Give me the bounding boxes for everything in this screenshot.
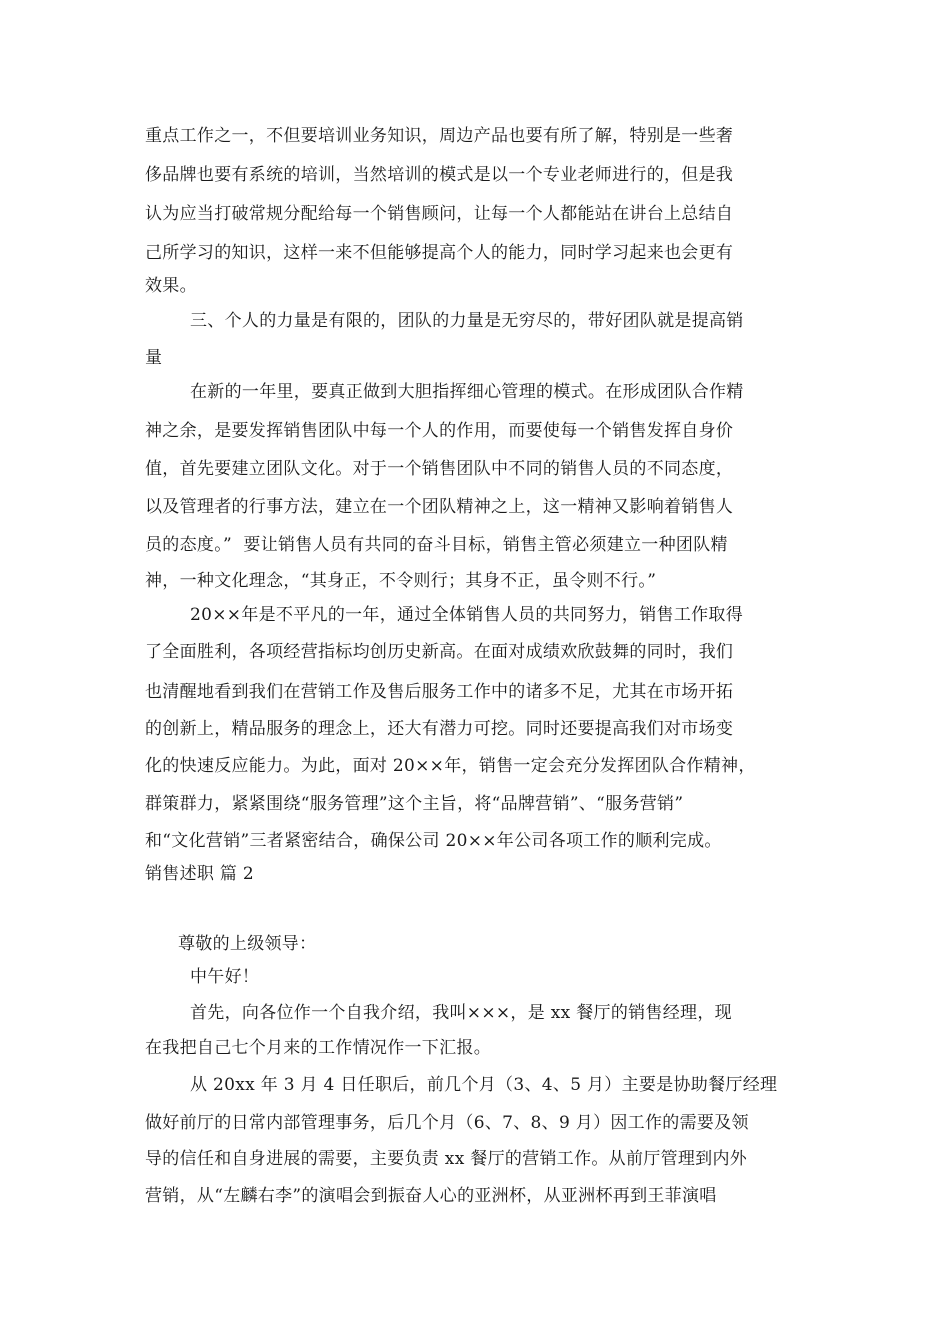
text-line: 在新的一年里，要真正做到大胆指挥细心管理的模式。在形成团队合作精: [190, 382, 744, 402]
text-line: 也清醒地看到我们在营销工作及售后服务工作中的诸多不足，尤其在市场开拓: [145, 682, 734, 702]
salutation: 尊敬的上级领导：: [178, 934, 317, 954]
text-line: 做好前厅的日常内部管理事务，后几个月（6、7、8、9 月）因工作的需要及领: [145, 1113, 749, 1133]
text-line: 导的信任和自身进展的需要，主要负责 xx 餐厅的营销工作。从前厅管理到内外: [145, 1149, 748, 1169]
text-line: 20××年是不平凡的一年，通过全体销售人员的共同努力，销售工作取得: [190, 605, 744, 625]
section-heading: 三、个人的力量是有限的，团队的力量是无穷尽的，带好团队就是提高销: [190, 311, 744, 331]
text-line: 了全面胜利，各项经营指标均创历史新高。在面对成绩欢欣鼓舞的同时，我们: [145, 642, 734, 662]
text-line: 神，一种文化理念，“其身正，不令则行；其身不正，虽令则不行。”: [145, 571, 657, 591]
text-line: 认为应当打破常规分配给每一个销售顾问，让每一个人都能站在讲台上总结自: [145, 204, 734, 224]
text-line: 首先，向各位作一个自我介绍，我叫×××，是 xx 餐厅的销售经理，现: [190, 1003, 732, 1023]
text-line: 神之余，是要发挥销售团队中每一个人的作用，而要使每一个销售发挥自身价: [145, 421, 734, 441]
text-line: 化的快速反应能力。为此，面对 20××年，销售一定会充分发挥团队合作精神，: [145, 756, 756, 776]
text-line: 的创新上，精品服务的理念上，还大有潜力可挖。同时还要提高我们对市场变: [145, 719, 734, 739]
section-heading-cont: 量: [145, 348, 163, 368]
text-line: 侈品牌也要有系统的培训，当然培训的模式是以一个专业老师进行的，但是我: [145, 165, 734, 185]
text-line: 员的态度。” 要让销售人员有共同的奋斗目标，销售主管必须建立一种团队精: [145, 535, 728, 555]
text-line: 和“文化营销”三者紧密结合，确保公司 20××年公司各项工作的顺利完成。: [145, 831, 722, 851]
text-line: 以及管理者的行事方法，建立在一个团队精神之上，这一精神又影响着销售人: [145, 497, 734, 517]
text-line: 营销，从“左麟右李”的演唱会到振奋人心的亚洲杯，从亚洲杯再到王菲演唱: [145, 1186, 717, 1206]
section-title: 销售述职 篇 2: [145, 864, 255, 884]
text-line: 重点工作之一，不但要培训业务知识，周边产品也要有所了解，特别是一些奢: [145, 126, 734, 146]
text-line: 在我把自己七个月来的工作情况作一下汇报。: [145, 1038, 491, 1058]
text-line: 值，首先要建立团队文化。对于一个销售团队中不同的销售人员的不同态度，: [145, 459, 734, 479]
greeting: 中午好！: [190, 967, 260, 987]
text-line: 效果。: [145, 276, 197, 296]
text-line: 群策群力，紧紧围绕“服务管理”这个主旨，将“品牌营销”、“服务营销”: [145, 794, 684, 814]
text-line: 己所学习的知识，这样一来不但能够提高个人的能力，同时学习起来也会更有: [145, 243, 734, 263]
text-line: 从 20xx 年 3 月 4 日任职后，前几个月（3、4、5 月）主要是协助餐厅经理: [190, 1075, 778, 1095]
